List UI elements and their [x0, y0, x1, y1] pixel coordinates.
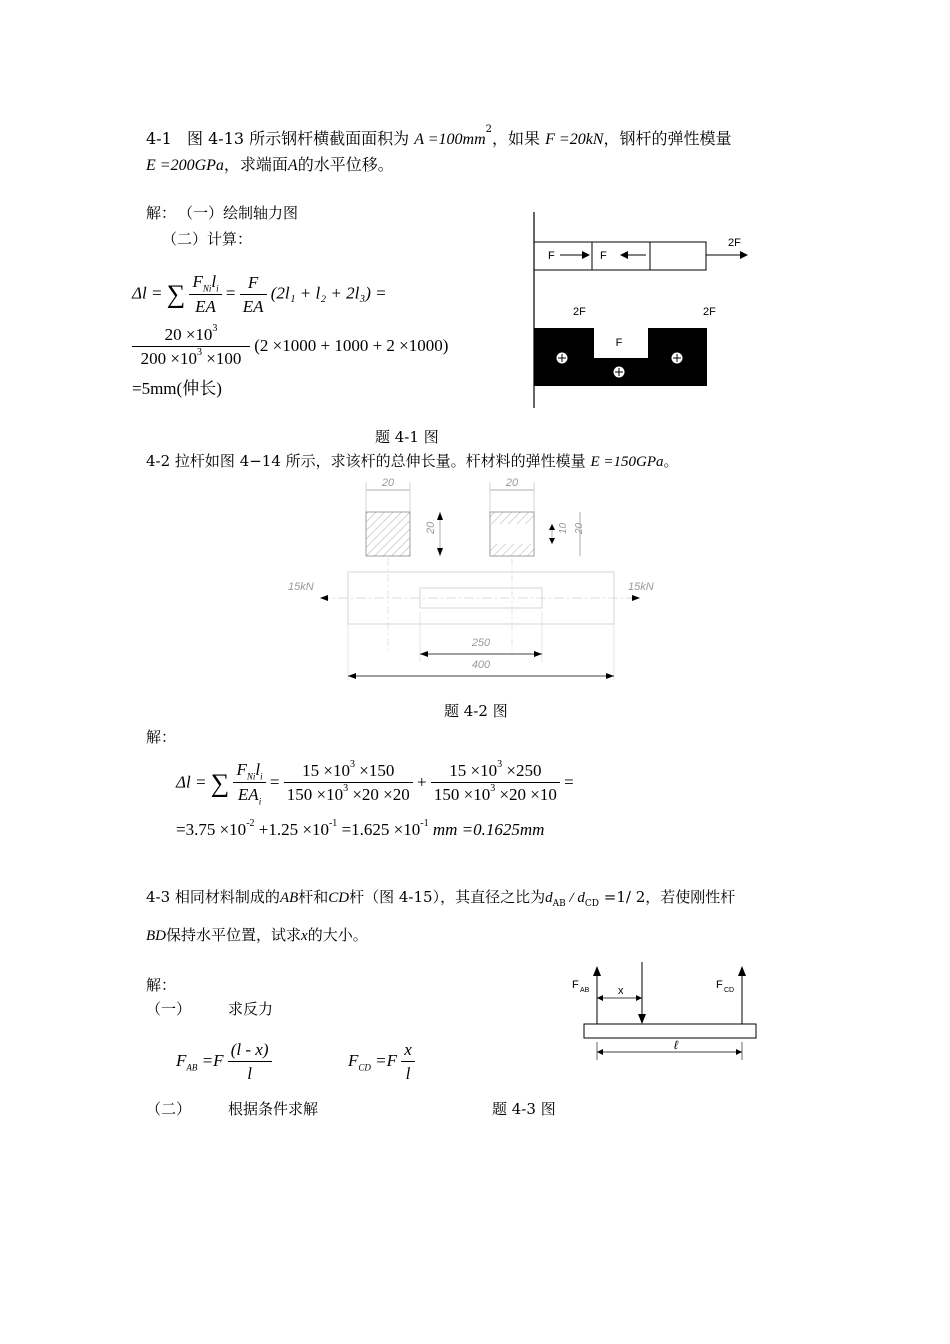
arrowhead — [348, 673, 356, 679]
arrowhead — [638, 1014, 646, 1024]
problem-4-1-statement-line2: E =200GPa，求端面A的水平位移。 — [146, 155, 394, 174]
step-1-text: 求反力 — [228, 1000, 274, 1018]
label-FCD: F — [716, 979, 723, 991]
figure-4-1-caption: 题 4-1 图 — [375, 428, 439, 446]
dim-20-right-top: 20 — [505, 477, 519, 489]
step-2-text: 根据条件求解 — [228, 1100, 319, 1118]
formula-4-2-line1: Δl = ∑ $\frac{F_{Ni}l_i}{EA_i}$ = $\frac{15 \times 10^3 \times 150}{150 \times 10^3 \times 20 \times 20}$ + $\frac{15 \times 10^3 \times 250}{150 \times 10^3 \times 20 \times 10}$ = — [176, 759, 574, 807]
cross-section-left — [366, 512, 410, 556]
step-calculation: （二）计算： — [162, 230, 253, 248]
step-1-number: （一） — [146, 1000, 192, 1018]
hatch-top — [490, 512, 534, 524]
arrowhead — [636, 995, 642, 1001]
label-2F-right: 2F — [703, 306, 716, 318]
arrowhead — [420, 651, 428, 657]
fraction: $\frac{15 \times 10^3 \times 150}{150 \times 10^3 \times 20 \times 20}$ — [284, 761, 413, 805]
dim-20-left-side: 20 — [425, 521, 437, 534]
figure-4-2-caption: 题 4-2 图 — [444, 702, 508, 720]
dim-10: 10 — [558, 522, 569, 534]
arrowhead — [736, 1049, 742, 1055]
solution-label-4-1: 解： — [146, 204, 177, 222]
arrowhead — [597, 1049, 603, 1055]
formula-4-2-line2: $=3.75 \times 10^{-2} +1.25 \times 10^{-1} =1.625 \times 10^{-1}$ mm =0.1625mm — [176, 818, 545, 839]
fraction: $\frac{20 \times 10^3}{200 \times 10^3 \times 100}$ — [132, 325, 250, 369]
dim-20-right-side: 20 — [574, 522, 585, 534]
dim-400: 400 — [471, 659, 491, 671]
solution-label-4-2: 解： — [146, 728, 177, 746]
arrowhead — [437, 548, 443, 556]
label-FAB: F — [572, 979, 579, 991]
label-2F-top: 2F — [728, 237, 741, 249]
arrowhead — [738, 966, 746, 976]
arrowhead — [740, 251, 748, 259]
force-right-label: 15kN — [628, 581, 654, 593]
label-x: x — [618, 985, 624, 997]
formula-4-1-line2: $\frac{20 \times 10^3}{200 \times 10^3 \times 100}$ (2 ×1000 + 1000 + 2 ×1000) — [132, 325, 448, 369]
arrowhead — [620, 251, 628, 259]
step-axial-force-diagram: （一）绘制轴力图 — [178, 204, 299, 222]
fraction: $\frac{F}{EA}$ — [240, 273, 267, 317]
problem-4-3-statement-line2: BD保持水平位置，试求x的大小。 — [146, 926, 368, 944]
arrowhead — [597, 995, 603, 1001]
figure-4-2 — [280, 472, 660, 682]
arrowhead — [606, 673, 614, 679]
arrowhead — [593, 966, 601, 976]
fraction: $\frac{15 \times 10^3 \times 250}{150 \times 10^3 \times 20 \times 10}$ — [431, 761, 560, 805]
rigid-bar-BD — [584, 1024, 756, 1038]
arrowhead — [549, 524, 555, 530]
dim-20-left-top: 20 — [381, 477, 395, 489]
force-arrow-left — [320, 595, 328, 601]
formula-4-1-line1: Δl = ∑ $\frac{F_{Ni}l_i}{EA}$ = $\frac{F}{EA}$ (2l₁ + l₂ + 2l₃) = — [132, 272, 387, 317]
formula-4-1-line3: =5mm(伸长) — [132, 379, 222, 398]
figure-4-1 — [520, 210, 780, 410]
bar-segment-3 — [650, 242, 706, 270]
label-F2: F — [600, 250, 607, 262]
label-FAB-sub: AB — [580, 987, 590, 994]
arrowhead — [549, 538, 555, 544]
label-F1: F — [548, 250, 555, 262]
fraction: $\frac{(l - x)}{l}$ — [228, 1040, 272, 1084]
problem-4-3-statement-line1: 4-3 相同材料制成的AB杆和CD杆（图 4-15），其直径之比为$d_{AB} / d_{CD} =1/$ 2，若使刚性杆 — [146, 888, 736, 909]
formula-FAB: $F_{AB} =F$ $\frac{(l - x)}{l}$ — [176, 1040, 272, 1084]
force-arrow-right — [632, 595, 640, 601]
force-left-label: 15kN — [288, 581, 314, 593]
solution-label-4-3: 解： — [146, 976, 177, 994]
arrowhead — [437, 512, 443, 520]
fraction: $\frac{F_{Ni}l_i}{EA_i}$ — [233, 760, 265, 807]
problem-4-1-statement-line1: 4-1 图 4-13 所示钢杆横截面面积为 $A =100mm^2$，如果 F =20kN，钢杆的弹性模量 — [146, 124, 732, 148]
dim-250: 250 — [471, 637, 491, 649]
hatch-bottom — [490, 544, 534, 556]
fraction: $\frac{F_{Ni}l_i}{EA}$ — [189, 272, 221, 317]
formula-FCD: $F_{CD} =F$ $\frac{x}{l}$ — [348, 1040, 415, 1084]
figure-4-3-caption: 题 4-3 图 — [492, 1100, 556, 1118]
fraction: $\frac{x}{l}$ — [401, 1040, 415, 1084]
label-FCD-sub: CD — [724, 987, 735, 994]
figure-4-3 — [570, 962, 770, 1072]
label-F-mid: F — [615, 337, 623, 349]
step-2-number: （二） — [146, 1100, 192, 1118]
problem-4-2-statement: 4-2 拉杆如图 4−14 所示，求该杆的总伸长量。杆材料的弹性模量 E =150GPa。 — [146, 452, 679, 470]
arrowhead — [534, 651, 542, 657]
arrowhead — [582, 251, 590, 259]
label-l: ℓ — [674, 1038, 678, 1052]
label-2F-left: 2F — [573, 306, 586, 318]
